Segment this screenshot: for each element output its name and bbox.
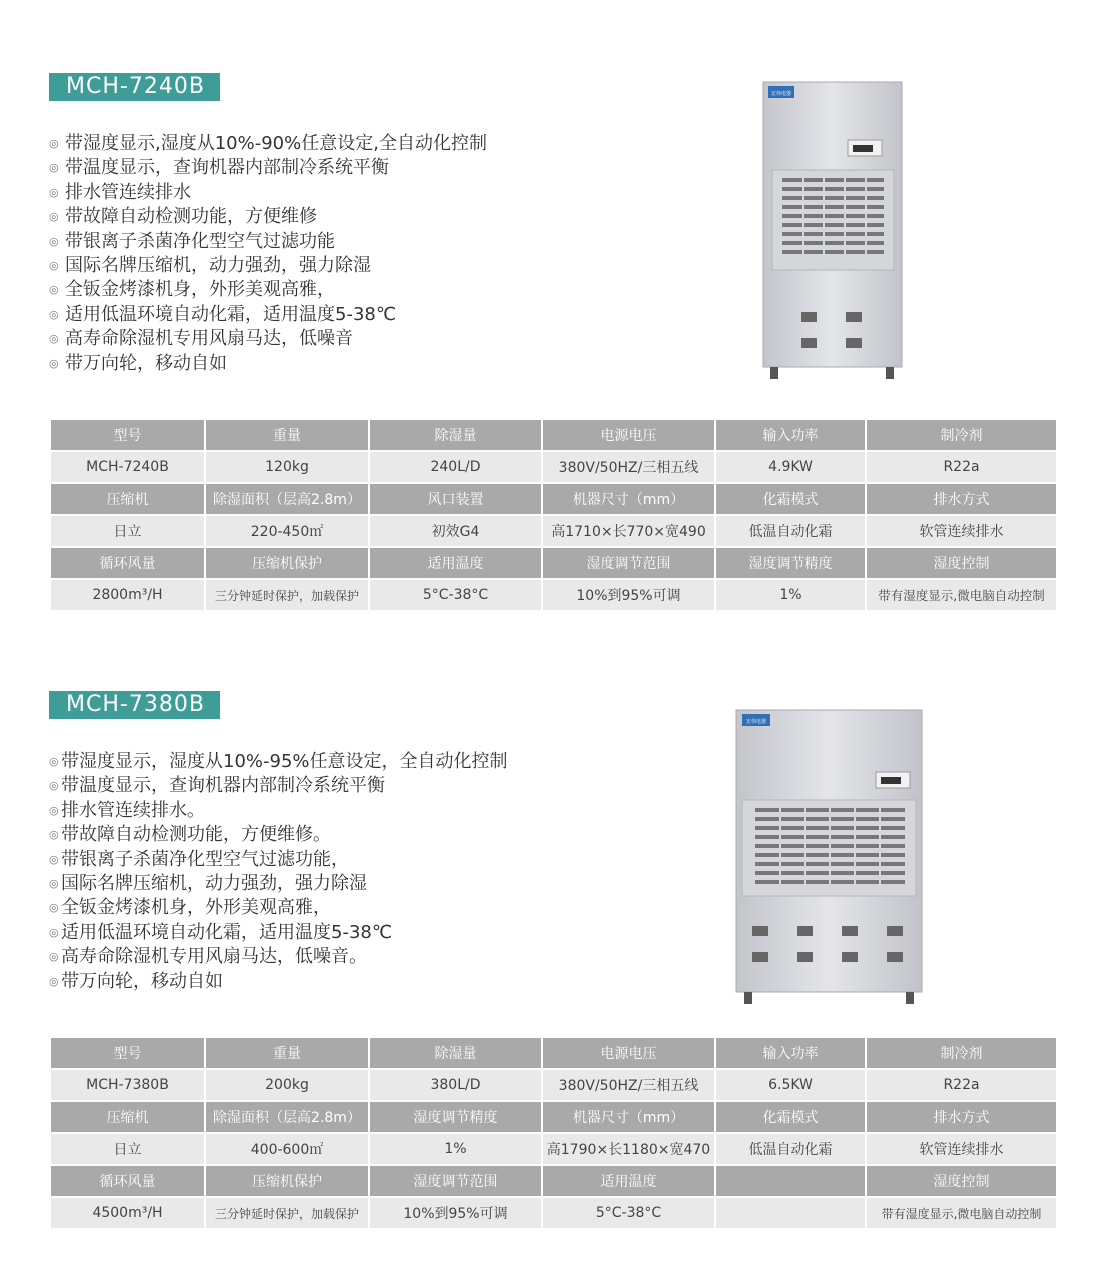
table-row: [50, 1069, 1057, 1101]
feature-item: ◎ 高寿命除湿机专用风扇马达，低噪音。: [49, 945, 508, 969]
header-cell: 适用温度: [369, 547, 542, 579]
table-row: [50, 1101, 1057, 1133]
feature-item: ◎ 适用低温环境自动化霜，适用温度5-38℃: [49, 303, 487, 327]
table-row: [50, 451, 1057, 483]
bullet-icon: ◎: [49, 877, 59, 891]
bullet-icon: ◎: [49, 779, 59, 793]
bullet-icon: ◎: [49, 259, 59, 273]
value-cell: 380V/50HZ/三相五线: [542, 1069, 715, 1101]
header-cell: 湿度控制: [866, 1165, 1057, 1197]
value-cell: 1%: [715, 579, 866, 611]
feature-item: ◎ 带湿度显示,湿度从10%-90%任意设定,全自动化控制: [49, 132, 487, 156]
feature-item: ◎ 高寿命除湿机专用风扇马达，低噪音: [49, 327, 487, 351]
value-cell: 5°C-38°C: [369, 579, 542, 611]
feature-list: [49, 750, 508, 994]
value-cell: 6.5KW: [715, 1069, 866, 1101]
feature-item: ◎ 带故障自动检测功能，方便维修: [49, 205, 487, 229]
header-cell: 电源电压: [542, 419, 715, 451]
brand-badge: 宏伟电器: [745, 719, 767, 725]
header-cell: 型号: [50, 1037, 205, 1069]
value-cell: 软管连续排水: [866, 1133, 1057, 1165]
value-cell: 三分钟延时保护，加载保护: [205, 579, 369, 611]
value-cell: 120kg: [205, 451, 369, 483]
value-cell: 10%到95%可调: [542, 579, 715, 611]
model-title: MCH-7380B: [49, 691, 220, 719]
table-row: [50, 1197, 1057, 1229]
bullet-icon: ◎: [49, 307, 59, 321]
value-cell: 240L/D: [369, 451, 542, 483]
value-cell: 日立: [50, 515, 205, 547]
header-cell: 循环风量: [50, 1165, 205, 1197]
feature-item: ◎ 带银离子杀菌净化型空气过滤功能: [49, 230, 487, 254]
value-cell: R22a: [866, 451, 1057, 483]
header-cell: 压缩机保护: [205, 547, 369, 579]
bullet-icon: ◎: [49, 356, 59, 370]
header-cell: 化霜模式: [715, 1101, 866, 1133]
header-cell: 压缩机: [50, 483, 205, 515]
bullet-icon: ◎: [49, 210, 59, 224]
header-cell: 湿度调节精度: [715, 547, 866, 579]
bullet-icon: ◎: [49, 185, 59, 199]
value-cell: 三分钟延时保护，加载保护: [205, 1197, 369, 1229]
value-cell: MCH-7380B: [50, 1069, 205, 1101]
value-cell: 低温自动化霜: [715, 515, 866, 547]
value-cell: 1%: [369, 1133, 542, 1165]
bullet-icon: ◎: [49, 828, 59, 842]
value-cell: 2800m³/H: [50, 579, 205, 611]
header-cell: 排水方式: [866, 1101, 1057, 1133]
value-cell: 低温自动化霜: [715, 1133, 866, 1165]
bullet-icon: ◎: [49, 974, 59, 988]
table-row: [50, 547, 1057, 579]
model-title: MCH-7240B: [49, 73, 220, 101]
header-cell: 压缩机: [50, 1101, 205, 1133]
bullet-icon: ◎: [49, 901, 59, 915]
value-cell: 4.9KW: [715, 451, 866, 483]
feature-item: ◎ 排水管连续排水。: [49, 799, 508, 823]
value-cell: 4500m³/H: [50, 1197, 205, 1229]
value-cell: 软管连续排水: [866, 515, 1057, 547]
spec-table: [49, 418, 1058, 612]
header-cell: 风口装置: [369, 483, 542, 515]
feature-item: ◎ 国际名牌压缩机，动力强劲，强力除湿: [49, 872, 508, 896]
bullet-icon: ◎: [49, 925, 59, 939]
table-row: [50, 1133, 1057, 1165]
value-cell: [715, 1197, 866, 1229]
header-cell: 湿度调节范围: [542, 547, 715, 579]
table-row: [50, 483, 1057, 515]
bullet-icon: ◎: [49, 803, 59, 817]
feature-item: ◎ 带银离子杀菌净化型空气过滤功能，: [49, 848, 508, 872]
feature-item: ◎ 带湿度显示，湿度从10%-95%任意设定，全自动化控制: [49, 750, 508, 774]
value-cell: R22a: [866, 1069, 1057, 1101]
table-row: [50, 515, 1057, 547]
header-cell: 适用温度: [542, 1165, 715, 1197]
bullet-icon: ◎: [49, 755, 59, 768]
value-cell: 5°C-38°C: [542, 1197, 715, 1229]
header-cell: 除湿量: [369, 419, 542, 451]
value-cell: 10%到95%可调: [369, 1197, 542, 1229]
table-row: [50, 579, 1057, 611]
feature-item: ◎ 带万向轮，移动自如: [49, 970, 508, 994]
feature-item: ◎ 带温度显示，查询机器内部制冷系统平衡: [49, 156, 487, 180]
header-cell: 输入功率: [715, 1037, 866, 1069]
feature-item: ◎ 带万向轮，移动自如: [49, 352, 487, 376]
bullet-icon: ◎: [49, 950, 59, 964]
value-cell: 400-600㎡: [205, 1133, 369, 1165]
feature-item: ◎ 带温度显示，查询机器内部制冷系统平衡: [49, 774, 508, 798]
bullet-icon: ◎: [49, 161, 59, 175]
feature-item: ◎ 适用低温环境自动化霜，适用温度5-38℃: [49, 921, 508, 945]
header-cell: 排水方式: [866, 483, 1057, 515]
value-cell: 200kg: [205, 1069, 369, 1101]
spec-table: [49, 1036, 1058, 1230]
value-cell: 高1710×长770×宽490: [542, 515, 715, 547]
header-cell: 重量: [205, 1037, 369, 1069]
header-cell: 制冷剂: [866, 419, 1057, 451]
header-cell: 型号: [50, 419, 205, 451]
header-cell: 制冷剂: [866, 1037, 1057, 1069]
header-cell: 输入功率: [715, 419, 866, 451]
header-cell: 机器尺寸（mm）: [542, 483, 715, 515]
value-cell: MCH-7240B: [50, 451, 205, 483]
header-cell: 化霜模式: [715, 483, 866, 515]
value-cell: 带有湿度显示,微电脑自动控制: [866, 1197, 1057, 1229]
header-cell: [715, 1165, 866, 1197]
header-cell: 除湿量: [369, 1037, 542, 1069]
bullet-icon: ◎: [49, 283, 59, 297]
bullet-icon: ◎: [49, 137, 59, 150]
value-cell: 高1790×长1180×宽470: [542, 1133, 715, 1165]
bullet-icon: ◎: [49, 234, 59, 248]
feature-item: ◎ 全钣金烤漆机身，外形美观高雅，: [49, 896, 508, 920]
dehumidifier-unit-icon: [700, 688, 960, 1010]
bullet-icon: ◎: [49, 332, 59, 346]
header-cell: 循环风量: [50, 547, 205, 579]
bullet-icon: ◎: [49, 852, 59, 866]
header-cell: 除湿面积（层高2.8m）: [205, 483, 369, 515]
brand-badge: 宏伟电器: [770, 91, 792, 97]
header-cell: 压缩机保护: [205, 1165, 369, 1197]
table-row: [50, 419, 1057, 451]
header-cell: 湿度调节精度: [369, 1101, 542, 1133]
value-cell: 带有湿度显示,微电脑自动控制: [866, 579, 1057, 611]
value-cell: 初效G4: [369, 515, 542, 547]
table-row: [50, 1037, 1057, 1069]
header-cell: 湿度调节范围: [369, 1165, 542, 1197]
feature-item: ◎ 带故障自动检测功能，方便维修。: [49, 823, 508, 847]
feature-item: ◎ 排水管连续排水: [49, 181, 487, 205]
feature-list: [49, 132, 487, 376]
header-cell: 机器尺寸（mm）: [542, 1101, 715, 1133]
value-cell: 380V/50HZ/三相五线: [542, 451, 715, 483]
value-cell: 220-450㎡: [205, 515, 369, 547]
table-row: [50, 1165, 1057, 1197]
header-cell: 重量: [205, 419, 369, 451]
header-cell: 除湿面积（层高2.8m）: [205, 1101, 369, 1133]
header-cell: 电源电压: [542, 1037, 715, 1069]
feature-item: ◎ 国际名牌压缩机，动力强劲，强力除湿: [49, 254, 487, 278]
dehumidifier-unit-icon: [760, 80, 905, 382]
feature-item: ◎ 全钣金烤漆机身，外形美观高雅，: [49, 278, 487, 302]
header-cell: 湿度控制: [866, 547, 1057, 579]
value-cell: 380L/D: [369, 1069, 542, 1101]
value-cell: 日立: [50, 1133, 205, 1165]
